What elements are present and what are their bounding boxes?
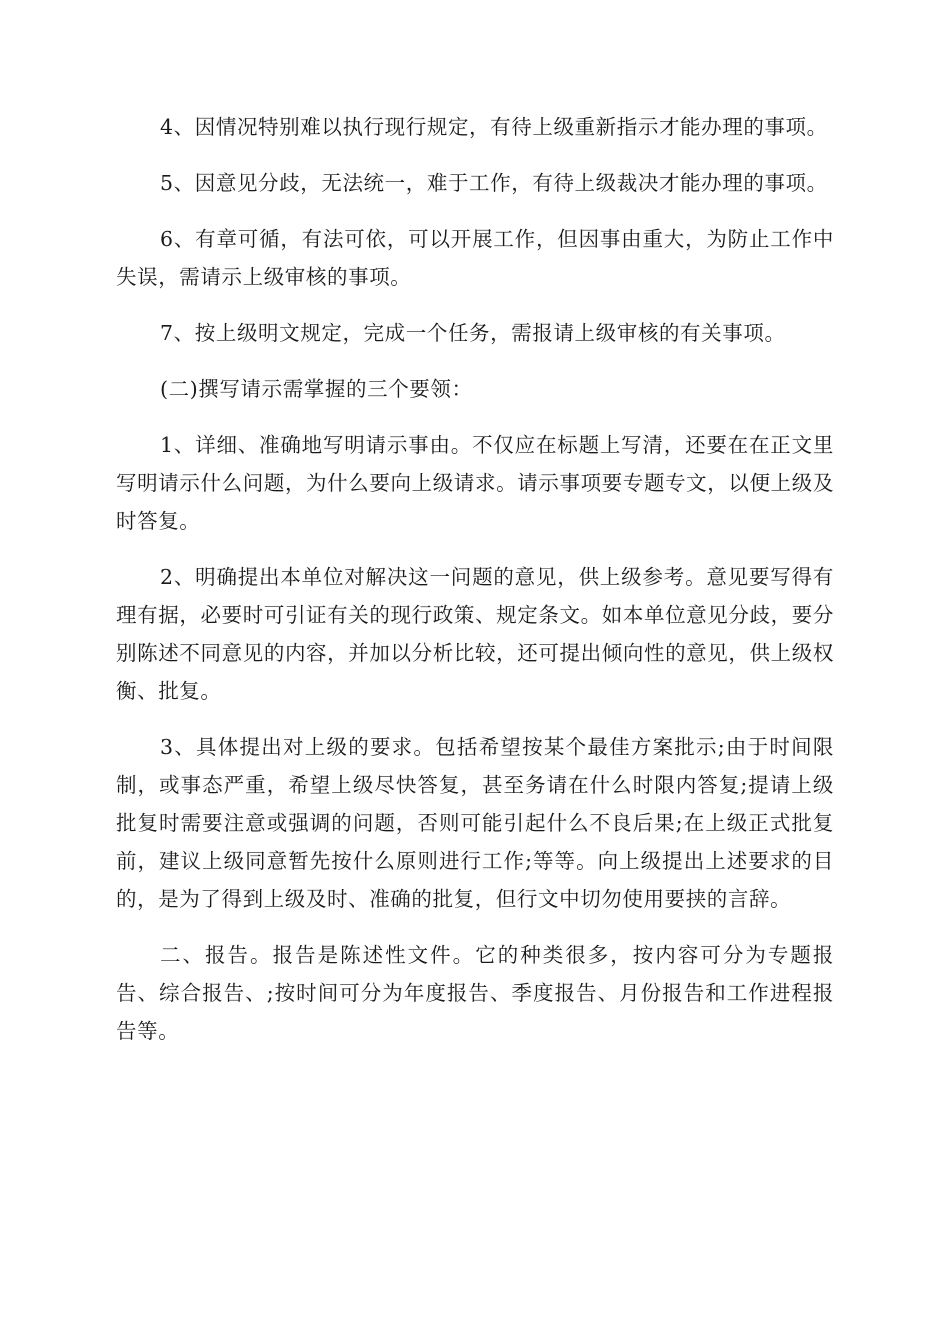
paragraph-item-5: 5、因意见分歧，无法统一，难于工作，有待上级裁决才能办理的事项。 [160, 171, 828, 195]
paragraph-essential-1: 1、详细、准确地写明请示事由。不仅应在标题上写清，还要在在正文里写明请示什么问题，为什么要向上级请求。请示事项要专题专文，以便上级及时答复。 [116, 433, 834, 533]
paragraph-item-7: 7、按上级明文规定，完成一个任务，需报请上级审核的有关事项。 [160, 321, 786, 345]
paragraph-section-report: 二、报告。报告是陈述性文件。它的种类很多，按内容可分为专题报告、综合报告、;按时间可分为年度报告、季度报告、月份报告和工作进程报告等。 [116, 943, 834, 1043]
document-body [116, 108, 834, 1068]
paragraph-item-6: 6、有章可循，有法可依，可以开展工作，但因事由重大，为防止工作中失误，需请示上级审核的事项。 [116, 227, 834, 289]
paragraph-essential-2: 2、明确提出本单位对解决这一问题的意见，供上级参考。意见要写得有理有据，必要时可引证有关的现行政策、规定条文。如本单位意见分歧，要分别陈述不同意见的内容，并加以分析比较，还可提出倾向性的意见，供上级权衡、批复。 [116, 565, 834, 703]
section-heading-three-essentials: (二)撰写请示需掌握的三个要领： [160, 377, 473, 401]
paragraph-essential-3: 3、具体提出对上级的要求。包括希望按某个最佳方案批示;由于时间限制，或事态严重，希望上级尽快答复，甚至务请在什么时限内答复;提请上级批复时需要注意或强调的问题，否则可能引起什么不良后果;在上级正式批复前，建议上级同意暂先按什么原则进行工作;等等。向上级提出上述要求的目的，是为了得到上级及时、准确的批复，但行文中切勿使用要挟的言辞。 [116, 735, 834, 911]
paragraph-item-4: 4、因情况特别难以执行现行规定，有待上级重新指示才能办理的事项。 [160, 115, 828, 139]
